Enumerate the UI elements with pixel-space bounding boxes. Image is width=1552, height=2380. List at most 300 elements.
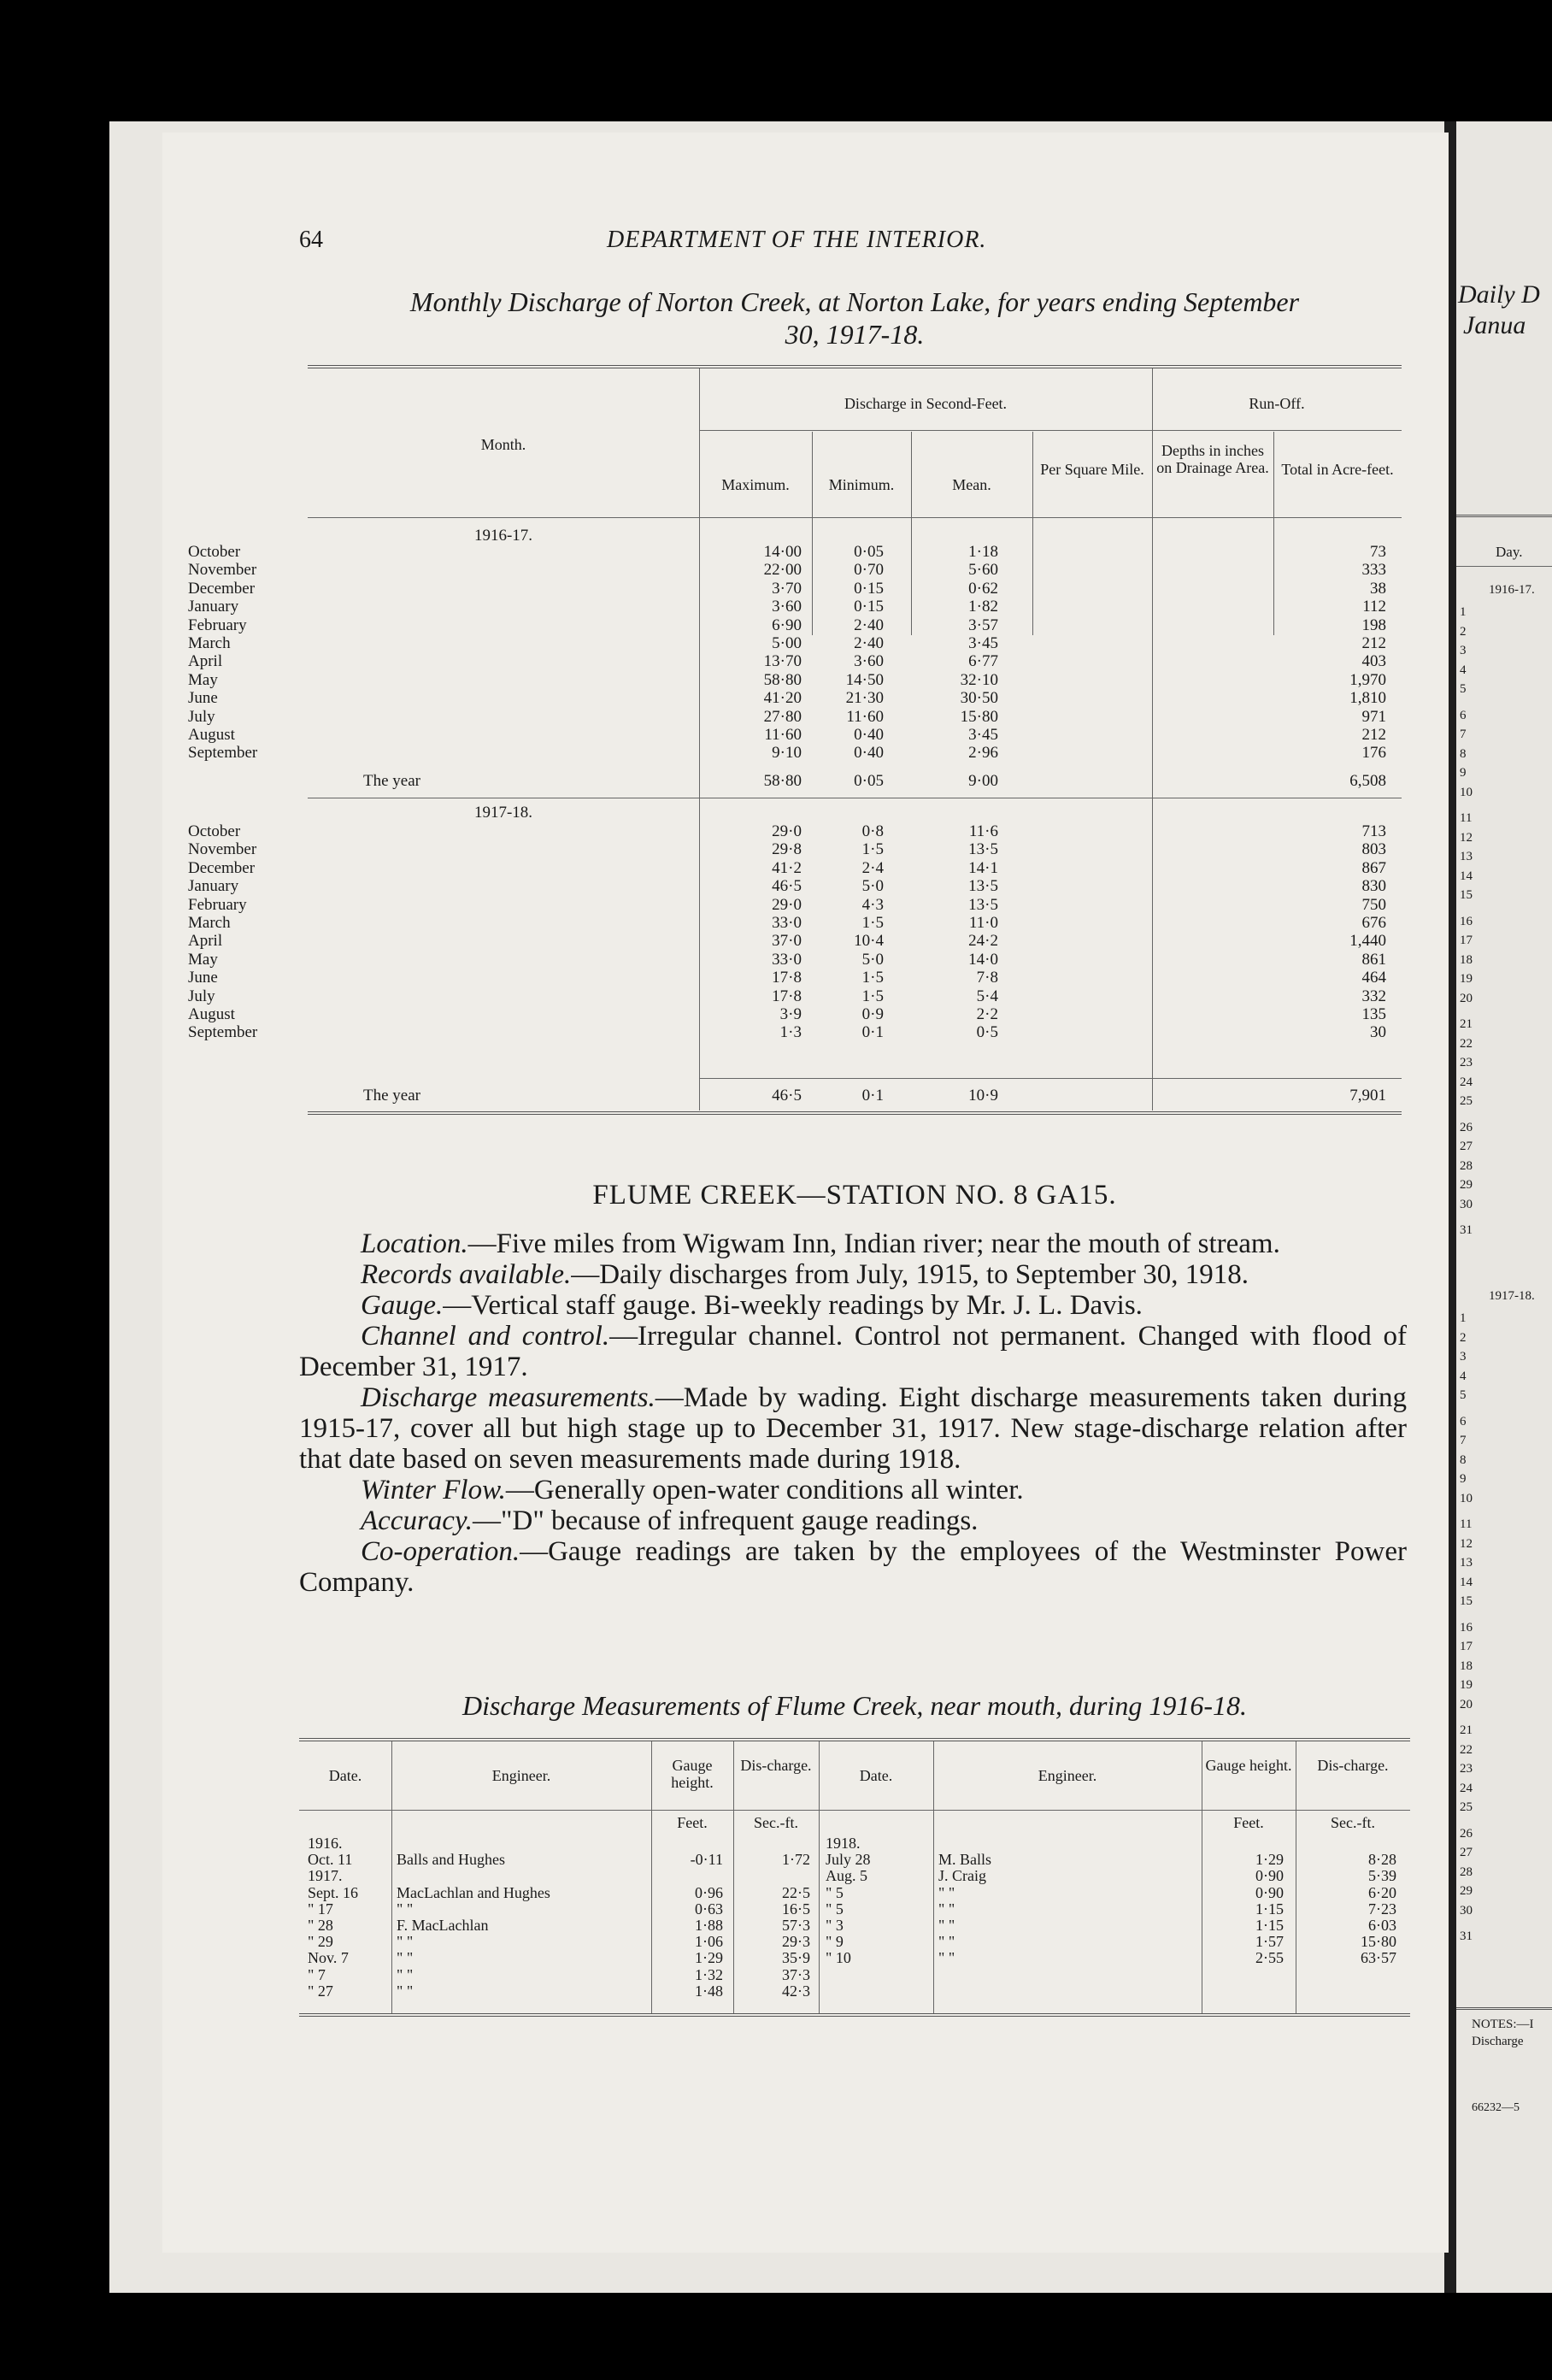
month-name: July: [188, 707, 215, 726]
acre-feet-value: 867: [1361, 858, 1386, 877]
year-label-1917-18: 1917-18.: [473, 804, 533, 822]
year-total-acre-feet: 6,508: [1349, 772, 1386, 790]
mean-value: 11·0: [968, 914, 998, 932]
station-paragraph: [299, 1228, 1407, 1259]
measurement-gauge-height: 1·15: [1255, 1917, 1284, 1934]
min-value: 2·4: [861, 858, 884, 877]
station-paragraph: [299, 1505, 1407, 1536]
min-value: 1·5: [861, 987, 884, 1005]
month-name: July: [188, 987, 215, 1005]
min-value: 2·40: [854, 616, 884, 634]
max-value: 3·60: [772, 598, 802, 616]
measurement-gauge-height: 0·96: [695, 1883, 723, 1901]
mean-value: 13·5: [968, 877, 998, 896]
facing-day-number: 30: [1460, 1197, 1473, 1211]
min-value: 1·5: [861, 969, 884, 987]
measurement-engineer: M. Balls: [938, 1851, 992, 1869]
min-value: 2·40: [854, 634, 884, 652]
acre-feet-value: 1,440: [1349, 932, 1386, 951]
measurement-date: " 7: [308, 1965, 326, 1983]
month-name: October: [188, 822, 241, 840]
year-total-min: 0·1: [861, 1087, 884, 1105]
month-name: August: [188, 1005, 235, 1023]
measurement-date: " 29: [308, 1933, 333, 1951]
measurement-gauge-height: 1·29: [695, 1949, 723, 1967]
max-value: 1·3: [779, 1023, 802, 1042]
measurement-date: Nov. 7: [308, 1949, 349, 1967]
max-value: 6·90: [772, 616, 802, 634]
min-value: 1·5: [861, 840, 884, 859]
month-name: February: [188, 616, 247, 634]
acre-feet-value: 750: [1361, 895, 1386, 914]
mean-value: 2·2: [976, 1005, 998, 1023]
station-heading: FLUME CREEK—STATION NO. 8 GA15.: [592, 1180, 1117, 1211]
measurement-discharge: 8·28: [1368, 1851, 1396, 1869]
measurement-engineer: " ": [397, 1982, 414, 2000]
facing-day-number: 22: [1460, 1742, 1473, 1757]
facing-day-number: 14: [1460, 1575, 1473, 1589]
year-total-mean: 10·9: [968, 1087, 998, 1105]
mean-value: 15·80: [960, 707, 998, 726]
acre-feet-value: 861: [1361, 950, 1386, 969]
col-total-acre-feet: Total in Acre-feet.: [1281, 461, 1394, 478]
month-name: December: [188, 579, 256, 598]
facing-day-number: 20: [1460, 1697, 1473, 1711]
measurement-gauge-height: 1·06: [695, 1933, 723, 1951]
acre-feet-value: 212: [1361, 634, 1386, 652]
measurement-gauge-height: -0·11: [690, 1851, 723, 1869]
month-name: November: [188, 840, 257, 859]
measurement-discharge: 35·9: [782, 1949, 810, 1967]
station-paragraph: [299, 1475, 1407, 1505]
measurement-engineer: " ": [397, 1933, 414, 1951]
facing-day-number: 29: [1460, 1178, 1473, 1192]
facing-day-number: 5: [1460, 1388, 1467, 1402]
month-name: December: [188, 858, 256, 877]
facing-day-number: 13: [1460, 850, 1473, 863]
paragraph-label: Co-operation.: [361, 1536, 520, 1567]
measurement-gauge-height: 0·90: [1255, 1867, 1284, 1885]
col-mean: Mean.: [952, 476, 991, 493]
unit-sec-ft: Sec.-ft.: [754, 1814, 798, 1831]
unit-feet: Feet.: [677, 1814, 708, 1831]
station-paragraph: [299, 1321, 1407, 1382]
min-value: 1·5: [861, 914, 884, 932]
max-value: 29·0: [772, 822, 802, 840]
col-gauge-height: Gauge height.: [671, 1757, 714, 1791]
measurement-discharge: 16·5: [782, 1900, 810, 1918]
month-name: May: [188, 670, 218, 689]
col-date: Date.: [859, 1767, 893, 1784]
month-name: February: [188, 895, 247, 914]
month-name: March: [188, 634, 231, 652]
month-name: June: [188, 689, 218, 708]
measurement-date: Sept. 16: [308, 1883, 359, 1901]
measurement-date: 1917.: [308, 1867, 343, 1885]
table-title-line1: Monthly Discharge of Norton Creek, at Norton Lake, for years ending September: [409, 286, 1300, 317]
facing-day-label: Day.: [1496, 544, 1523, 560]
facing-day-number: 31: [1460, 1223, 1473, 1237]
min-value: 14·50: [845, 670, 884, 689]
facing-day-number: 19: [1460, 1678, 1473, 1692]
mean-value: 13·5: [968, 895, 998, 914]
mean-value: 0·5: [976, 1023, 998, 1042]
min-value: 0·8: [861, 822, 884, 840]
facing-day-number: 24: [1460, 1075, 1473, 1089]
facing-title-line2: Janua: [1463, 311, 1526, 339]
measurement-discharge: 63·57: [1361, 1949, 1396, 1967]
measurement-gauge-height: 2·55: [1255, 1949, 1284, 1967]
station-paragraph: [299, 1536, 1407, 1598]
month-name: September: [188, 744, 258, 763]
acre-feet-value: 1,810: [1349, 689, 1386, 708]
table-title-line2: 30, 1917-18.: [785, 319, 925, 350]
measurement-engineer: Balls and Hughes: [397, 1851, 505, 1869]
max-value: 37·0: [772, 932, 802, 951]
measurement-discharge: 29·3: [782, 1933, 810, 1951]
facing-day-number: 16: [1460, 1620, 1473, 1635]
measurement-gauge-height: 1·57: [1255, 1933, 1284, 1951]
max-value: 29·0: [772, 895, 802, 914]
month-name: January: [188, 877, 239, 896]
paragraph-text: —Generally open-water conditions all winter.: [505, 1475, 1024, 1505]
paragraph-label: Channel and control.: [361, 1321, 610, 1352]
min-value: 10·4: [854, 932, 884, 951]
paragraph-label: Accuracy.: [361, 1505, 473, 1536]
facing-day-number: 8: [1460, 746, 1467, 761]
max-value: 29·8: [772, 840, 802, 859]
year-total-mean: 9·00: [968, 772, 998, 790]
mean-value: 6·77: [968, 652, 998, 671]
acre-feet-value: 1,970: [1349, 670, 1386, 689]
facing-day-number: 5: [1460, 682, 1467, 696]
measurement-discharge: 5·39: [1368, 1867, 1396, 1885]
min-value: 4·3: [861, 895, 884, 914]
max-value: 9·10: [772, 744, 802, 763]
station-description: [299, 1228, 1407, 1598]
facing-day-number: 21: [1460, 1017, 1473, 1031]
mean-value: 3·57: [968, 616, 998, 634]
facing-day-number: 15: [1460, 888, 1473, 902]
measurement-discharge: 15·80: [1361, 1933, 1396, 1951]
acre-feet-value: 464: [1361, 969, 1386, 987]
mean-value: 2·96: [968, 744, 998, 763]
max-value: 41·20: [763, 689, 802, 708]
col-engineer: Engineer.: [491, 1767, 551, 1784]
paragraph-label: Gauge.: [361, 1290, 444, 1321]
facing-day-number: 22: [1460, 1036, 1473, 1051]
acre-feet-value: 176: [1361, 744, 1386, 763]
col-date: Date.: [328, 1767, 362, 1784]
facing-year-1917-18: 1917-18.: [1489, 1289, 1535, 1303]
max-value: 17·8: [772, 987, 802, 1005]
max-value: 3·70: [772, 579, 802, 598]
facing-year-1916-17: 1916-17.: [1489, 583, 1535, 597]
paragraph-text: —Five miles from Wigwam Inn, Indian river; near the mouth of stream.: [467, 1228, 1280, 1259]
year-label-1916-17: 1916-17.: [473, 527, 533, 545]
max-value: 3·9: [779, 1005, 802, 1023]
max-value: 41·2: [772, 858, 802, 877]
paragraph-text: —"D" because of infrequent gauge readings.: [473, 1505, 979, 1536]
acre-feet-value: 73: [1370, 543, 1386, 561]
facing-day-number: 11: [1460, 811, 1473, 825]
measurement-date: " 27: [308, 1982, 333, 2000]
acre-feet-value: 38: [1370, 579, 1386, 598]
mean-value: 3·45: [968, 634, 998, 652]
month-name: June: [188, 969, 218, 987]
year-total-label: The year: [363, 772, 420, 790]
mean-value: 24·2: [968, 932, 998, 951]
measurement-engineer: " ": [938, 1933, 955, 1951]
facing-day-number: 24: [1460, 1781, 1473, 1795]
measurement-date: " 3: [826, 1917, 844, 1934]
min-value: 5·0: [861, 950, 884, 969]
paragraph-text: —Daily discharges from July, 1915, to September 30, 1918.: [571, 1259, 1249, 1290]
max-value: 33·0: [772, 914, 802, 932]
min-value: 11·60: [846, 707, 884, 726]
facing-day-number: 23: [1460, 1762, 1473, 1776]
measurement-date: " 17: [308, 1900, 333, 1918]
facing-notes-2: Discharge: [1472, 2035, 1524, 2048]
acre-feet-value: 333: [1361, 561, 1386, 580]
measurement-date: " 5: [826, 1900, 844, 1918]
measurement-gauge-height: 1·15: [1255, 1900, 1284, 1918]
month-name: March: [188, 914, 231, 932]
measurement-discharge: 6·20: [1368, 1883, 1396, 1901]
facing-day-number: 2: [1460, 624, 1467, 639]
paragraph-text: —Vertical staff gauge. Bi-weekly readings by Mr. J. L. Davis.: [443, 1290, 1143, 1321]
col-month: Month.: [480, 436, 526, 453]
min-value: 0·05: [854, 543, 884, 561]
facing-day-number: 29: [1460, 1884, 1473, 1898]
acre-feet-value: 830: [1361, 877, 1386, 896]
year-total-min: 0·05: [854, 772, 884, 790]
measurement-date: 1918.: [826, 1835, 861, 1852]
paragraph-text: —Irregular channel. Control not permanent. Changed with flood of December 31, 1917.: [299, 1321, 1407, 1382]
measurement-gauge-height: 1·88: [695, 1917, 723, 1934]
min-value: 0·70: [854, 561, 884, 580]
mean-value: 5·60: [968, 561, 998, 580]
facing-day-number: 7: [1460, 728, 1467, 741]
facing-day-number: 1: [1460, 1311, 1467, 1325]
acre-feet-value: 676: [1361, 914, 1386, 932]
facing-day-number: 8: [1460, 1452, 1467, 1467]
min-value: 3·60: [854, 652, 884, 671]
acre-feet-value: 713: [1361, 822, 1386, 840]
mean-value: 14·1: [968, 858, 998, 877]
mean-value: 5·4: [976, 987, 998, 1005]
acre-feet-value: 30: [1370, 1023, 1386, 1042]
paragraph-label: Winter Flow.: [361, 1475, 506, 1505]
max-value: 11·60: [764, 726, 802, 744]
facing-day-number: 16: [1460, 914, 1473, 928]
month-name: October: [188, 543, 241, 561]
mean-value: 3·45: [968, 726, 998, 744]
facing-day-number: 30: [1460, 1903, 1473, 1918]
facing-day-number: 25: [1460, 1800, 1473, 1814]
facing-day-number: 28: [1460, 1158, 1473, 1173]
measurement-date: " 9: [826, 1933, 844, 1951]
measurement-discharge: 42·3: [782, 1982, 810, 2000]
mean-value: 7·8: [976, 969, 998, 987]
measurement-gauge-height: 1·48: [695, 1982, 723, 2000]
measurement-gauge-height: 1·29: [1255, 1851, 1284, 1869]
facing-day-number: 23: [1460, 1056, 1473, 1069]
acre-feet-value: 332: [1361, 987, 1386, 1005]
facing-day-number: 17: [1460, 1640, 1473, 1653]
measurement-date: " 10: [826, 1949, 851, 1967]
mean-value: 1·18: [968, 543, 998, 561]
facing-day-number: 12: [1460, 1536, 1473, 1551]
station-paragraph: [299, 1259, 1407, 1290]
facing-title-line1: Daily D: [1458, 280, 1540, 309]
max-value: 17·8: [772, 969, 802, 987]
measurement-gauge-height: 0·90: [1255, 1883, 1284, 1901]
facing-print-code: 66232—5: [1472, 2101, 1520, 2114]
facing-day-number: 6: [1460, 1414, 1467, 1429]
month-name: November: [188, 561, 257, 580]
facing-day-number: 6: [1460, 708, 1467, 722]
month-name: April: [188, 652, 223, 671]
min-value: 0·1: [861, 1023, 884, 1042]
facing-page-fragment: [1456, 121, 1552, 2293]
measurement-date: July 28: [826, 1851, 871, 1869]
max-value: 14·00: [763, 543, 802, 561]
facing-day-number: 9: [1460, 1472, 1467, 1486]
measurement-date: Aug. 5: [826, 1867, 867, 1885]
measurement-gauge-height: 0·63: [695, 1900, 723, 1918]
acre-feet-value: 112: [1362, 598, 1386, 616]
measurement-engineer: " ": [397, 1949, 414, 1967]
facing-day-number: 2: [1460, 1330, 1467, 1345]
col-per-square-mile: Per Square Mile.: [1040, 461, 1144, 478]
facing-day-number: 26: [1460, 1120, 1473, 1134]
facing-day-number: 15: [1460, 1594, 1473, 1608]
min-value: 5·0: [861, 877, 884, 896]
month-name: April: [188, 932, 223, 951]
facing-day-number: 12: [1460, 830, 1473, 845]
measurements-title: Discharge Measurements of Flume Creek, near mouth, during 1916-18.: [461, 1690, 1248, 1721]
mean-value: 30·50: [960, 689, 998, 708]
min-value: 0·15: [854, 579, 884, 598]
facing-day-number: 25: [1460, 1094, 1473, 1108]
facing-day-number: 10: [1460, 1491, 1473, 1505]
page-64: [162, 133, 1449, 2253]
acre-feet-value: 403: [1361, 652, 1386, 671]
col-minimum: Minimum.: [828, 476, 895, 493]
unit-sec-ft: Sec.-ft.: [1331, 1814, 1375, 1831]
measurement-date: 1916.: [308, 1835, 343, 1852]
max-value: 46·5: [772, 877, 802, 896]
month-name: May: [188, 950, 218, 969]
facing-day-number: 4: [1460, 663, 1467, 677]
month-name: September: [188, 1023, 258, 1042]
mean-value: 0·62: [968, 579, 998, 598]
facing-day-number: 20: [1460, 991, 1473, 1005]
facing-notes: NOTES:—I: [1472, 2018, 1534, 2031]
col-depth: Depths in inches on Drainage Area.: [1156, 442, 1269, 476]
group-runoff: Run-Off.: [1249, 395, 1305, 412]
col-discharge: Dis-charge.: [740, 1757, 812, 1774]
paragraph-label: Records available.: [361, 1259, 572, 1290]
max-value: 5·00: [772, 634, 802, 652]
measurement-engineer: J. Craig: [938, 1867, 986, 1885]
measurement-engineer: " ": [397, 1965, 414, 1983]
measurement-date: " 28: [308, 1917, 333, 1934]
measurement-discharge: 22·5: [782, 1883, 810, 1901]
facing-day-number: 31: [1460, 1929, 1473, 1943]
year-total-acre-feet: 7,901: [1349, 1087, 1386, 1105]
group-discharge: Discharge in Second-Feet.: [844, 395, 1008, 412]
min-value: 0·9: [861, 1005, 884, 1023]
measurement-date: Oct. 11: [308, 1851, 353, 1869]
facing-day-number: 28: [1460, 1865, 1473, 1879]
measurement-engineer: " ": [938, 1900, 955, 1918]
running-header: DEPARTMENT OF THE INTERIOR.: [607, 227, 987, 253]
measurement-discharge: 1·72: [782, 1851, 810, 1869]
measurement-gauge-height: 1·32: [695, 1965, 723, 1983]
year-total-label: The year: [363, 1087, 420, 1105]
acre-feet-value: 971: [1361, 707, 1386, 726]
facing-day-number: 13: [1460, 1556, 1473, 1570]
facing-day-number: 18: [1460, 952, 1473, 967]
min-value: 21·30: [845, 689, 884, 708]
facing-day-number: 27: [1460, 1846, 1473, 1859]
station-paragraph: [299, 1290, 1407, 1321]
measurement-discharge: 6·03: [1368, 1917, 1396, 1934]
unit-feet: Feet.: [1233, 1814, 1264, 1831]
facing-day-number: 26: [1460, 1826, 1473, 1841]
paragraph-text: —Made by wading. Eight discharge measurements taken during 1915-17, cover all but high stage up to December 31, 1917. New stage-discharge relation after that date based on seven measurements made during 1918.: [299, 1382, 1407, 1475]
measurement-engineer: " ": [938, 1883, 955, 1901]
measurement-engineer: " ": [938, 1949, 955, 1967]
facing-day-number: 1: [1460, 605, 1467, 619]
month-name: January: [188, 598, 239, 616]
mean-value: 11·6: [968, 822, 998, 840]
acre-feet-value: 135: [1361, 1005, 1386, 1023]
mean-value: 13·5: [968, 840, 998, 859]
measurement-discharge: 37·3: [782, 1965, 810, 1983]
facing-day-number: 3: [1460, 1350, 1467, 1364]
facing-day-number: 10: [1460, 785, 1473, 799]
measurement-discharge: 57·3: [782, 1917, 810, 1934]
station-paragraph: [299, 1382, 1407, 1475]
facing-day-number: 27: [1460, 1140, 1473, 1153]
month-name: August: [188, 726, 235, 744]
facing-day-number: 17: [1460, 934, 1473, 947]
mean-value: 32·10: [960, 670, 998, 689]
max-value: 22·00: [763, 561, 802, 580]
page-number: 64: [299, 227, 323, 253]
max-value: 58·80: [763, 670, 802, 689]
col-engineer: Engineer.: [1038, 1767, 1097, 1784]
facing-day-number: 18: [1460, 1658, 1473, 1673]
col-discharge: Dis-charge.: [1317, 1757, 1389, 1774]
mean-value: 1·82: [968, 598, 998, 616]
max-value: 13·70: [763, 652, 802, 671]
facing-day-number: 21: [1460, 1723, 1473, 1737]
mean-value: 14·0: [968, 950, 998, 969]
paragraph-label: Discharge measurements.: [361, 1382, 655, 1413]
facing-day-number: 11: [1460, 1517, 1473, 1531]
acre-feet-value: 803: [1361, 840, 1386, 859]
col-gauge-height: Gauge height.: [1205, 1757, 1292, 1774]
measurement-engineer: " ": [938, 1917, 955, 1934]
max-value: 27·80: [763, 707, 802, 726]
paragraph-text: —Gauge readings are taken by the employees of the Westminster Power Company.: [299, 1536, 1407, 1598]
measurement-discharge: 7·23: [1368, 1900, 1396, 1918]
min-value: 0·15: [854, 598, 884, 616]
